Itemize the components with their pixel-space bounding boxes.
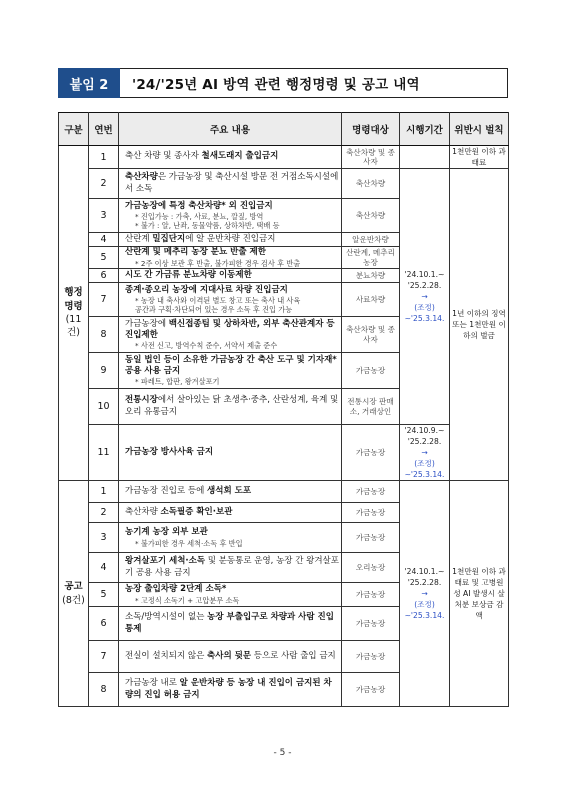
col-header-period: 시행기간 bbox=[400, 113, 450, 146]
period-line: ~'25.3.14. bbox=[404, 314, 445, 323]
period-cell-empty bbox=[400, 146, 450, 169]
row-number: 6 bbox=[89, 269, 119, 283]
item-text-pre: 축산차량 bbox=[125, 506, 161, 517]
row-number: 11 bbox=[89, 425, 119, 481]
period-line: → bbox=[421, 292, 428, 301]
attachment-badge: 붙임 2 bbox=[58, 68, 120, 98]
col-header-category: 구분 bbox=[59, 113, 89, 146]
order-target: 축산차량 bbox=[342, 169, 400, 199]
order-target: 가금농장 bbox=[342, 583, 400, 607]
group-count: (8건) bbox=[62, 594, 85, 606]
item-note: * 불가피한 경우 세척·소독 후 반입 bbox=[135, 538, 243, 548]
item-text-pre: 가금농장에 bbox=[125, 318, 169, 329]
table-row bbox=[59, 169, 509, 199]
row-number: 4 bbox=[89, 233, 119, 247]
item-text-pre: 전실이 설치되지 않은 bbox=[125, 650, 208, 661]
row-number: 10 bbox=[89, 389, 119, 425]
period-line: (조정) bbox=[414, 459, 435, 468]
item-content bbox=[119, 199, 342, 233]
row-number: 2 bbox=[89, 503, 119, 523]
item-text-bold: 알 운반차량 등 농장 내 진입이 금지된 차량의 진입 허용 금지 bbox=[125, 678, 332, 700]
order-target: 가금농장 bbox=[342, 523, 400, 553]
item-content bbox=[119, 673, 342, 707]
row-number: 1 bbox=[89, 481, 119, 503]
item-content bbox=[119, 583, 342, 607]
item-text-bold: 동일 법인 등이 소유한 가금농장 간 축산 도구 및 기자재* 공용 사용 금지 bbox=[125, 354, 337, 376]
item-text-bold: 산란계 및 메추리 농장 분뇨 반출 제한 bbox=[125, 247, 266, 258]
item-text-bold: 종계·종오리 농장에 지대사료 차량 진입금지 bbox=[125, 284, 288, 295]
item-content bbox=[119, 317, 342, 353]
item-text-bold: 축사의 뒷문 bbox=[207, 650, 252, 661]
penalty-cell: 1천만원 이하 과태료 bbox=[450, 146, 509, 169]
table-row bbox=[59, 425, 509, 481]
item-text-post: 등으로 사람 출입 금지 bbox=[251, 650, 336, 661]
item-content bbox=[119, 425, 342, 481]
item-text-pre: 가금농장 내로 bbox=[125, 678, 180, 689]
item-content bbox=[119, 353, 342, 389]
period-line: '25.2.28. bbox=[407, 281, 442, 290]
item-text-bold: 가금농장에 특정 축산차량* 외 진입금지 bbox=[125, 200, 273, 211]
item-text-bold: 소독필증 확인·보관 bbox=[160, 506, 233, 517]
row-number: 5 bbox=[89, 247, 119, 269]
item-text-bold: 백신접종팀 및 상하차반, 외부 축산관계자 등 진입제한 bbox=[125, 318, 335, 340]
period-cell bbox=[400, 425, 450, 481]
order-target: 산란계, 메추리 농장 bbox=[342, 247, 400, 269]
item-text-bold: 철새도래지 출입금지 bbox=[201, 151, 279, 162]
item-content bbox=[119, 553, 342, 583]
item-text-bold: 가금농장 방사사육 금지 bbox=[125, 446, 214, 457]
order-target: 가금농장 bbox=[342, 673, 400, 707]
item-content bbox=[119, 523, 342, 553]
item-content bbox=[119, 607, 342, 641]
item-text-pre: 축산 차량 및 종사자 bbox=[125, 151, 202, 162]
row-number: 2 bbox=[89, 169, 119, 199]
group-notices bbox=[59, 481, 89, 707]
row-number: 3 bbox=[89, 523, 119, 553]
penalty-cell: 1천만원 이하 과태료 및 고병원성 AI 발생시 살처분 보상금 감액 bbox=[450, 481, 509, 707]
page-title: '24/'25년 AI 방역 관련 행정명령 및 공고 내역 bbox=[120, 68, 508, 98]
period-line: ~'25.3.14. bbox=[404, 611, 445, 620]
group-admin-orders bbox=[59, 146, 89, 481]
order-target: 가금농장 bbox=[342, 481, 400, 503]
item-note: * 농장 내 축사와 이격된 별도 창고 또는 축사 내 사육 bbox=[135, 296, 301, 306]
item-note: * 파레트, 합판, 왕겨살포기 bbox=[135, 377, 220, 387]
item-text-bold: 축산차량 bbox=[125, 172, 158, 183]
item-text-pre: 산란계 bbox=[125, 233, 153, 244]
order-target: 가금농장 bbox=[342, 641, 400, 673]
item-content bbox=[119, 269, 342, 283]
item-content bbox=[119, 169, 342, 199]
item-note: * 사전 신고, 방역수칙 준수, 서약서 제출 준수 bbox=[135, 341, 278, 351]
period-line: ~'25.3.14. bbox=[404, 470, 445, 479]
order-target: 오리농장 bbox=[342, 553, 400, 583]
item-content bbox=[119, 146, 342, 169]
order-target: 가금농장 bbox=[342, 425, 400, 481]
item-text-post: 에서 살아있는 닭 초생추·중추, 산란성계, 육계 및 오리 유통금지 bbox=[125, 395, 339, 417]
table-row bbox=[59, 146, 509, 169]
table-header-row bbox=[59, 113, 509, 146]
item-note: * 고정식 소독기 + 고압분무 소독 bbox=[135, 595, 240, 605]
group-label: 행정 명령 bbox=[64, 287, 83, 312]
period-cell bbox=[400, 481, 450, 707]
order-target: 분뇨차량 bbox=[342, 269, 400, 283]
item-content bbox=[119, 233, 342, 247]
order-target: 가금농장 bbox=[342, 607, 400, 641]
item-content bbox=[119, 503, 342, 523]
item-text-bold: 농장 출입차량 2단계 소독* bbox=[125, 584, 227, 595]
item-note: * 불가 : 알, 난좌, 동물약품, 상하차반, 택배 등 bbox=[135, 221, 280, 231]
item-text-post: 은 가금농장 및 축산시설 방문 전 거점소독시설에서 소독 bbox=[125, 172, 339, 194]
section-header bbox=[58, 68, 508, 98]
item-content bbox=[119, 389, 342, 425]
row-number: 1 bbox=[89, 146, 119, 169]
page-number: - 5 - bbox=[273, 748, 292, 758]
item-content bbox=[119, 247, 342, 269]
order-target: 가금농장 bbox=[342, 503, 400, 523]
row-number: 4 bbox=[89, 553, 119, 583]
col-header-penalty: 위반시 벌칙 bbox=[450, 113, 509, 146]
row-number: 8 bbox=[89, 317, 119, 353]
row-number: 5 bbox=[89, 583, 119, 607]
orders-table bbox=[58, 112, 509, 707]
order-target: 알운반차량 bbox=[342, 233, 400, 247]
item-text-post: 및 분동통로 운영, 농장 간 왕겨살포기 공용 사용 금지 bbox=[125, 556, 339, 578]
period-cell bbox=[400, 169, 450, 425]
period-line: '25.2.28. bbox=[407, 437, 442, 446]
order-target: 전통시장 판매소, 거래상인 bbox=[342, 389, 400, 425]
row-number: 7 bbox=[89, 641, 119, 673]
period-line: (조정) bbox=[414, 600, 435, 609]
order-target: 사료차량 bbox=[342, 283, 400, 317]
col-header-number: 연번 bbox=[89, 113, 119, 146]
item-text-bold: 왕겨살포기 세척·소독 bbox=[125, 556, 206, 567]
period-line: '24.10.1.~ bbox=[404, 567, 445, 576]
row-number: 6 bbox=[89, 607, 119, 641]
item-text-bold: 농장 부출입구로 차량과 사람 진입통제 bbox=[125, 612, 334, 634]
item-text-pre: 가금농장 진입로 등에 bbox=[125, 485, 208, 496]
row-number: 8 bbox=[89, 673, 119, 707]
item-content bbox=[119, 641, 342, 673]
period-line: '24.10.9.~ bbox=[404, 426, 445, 435]
period-line: → bbox=[421, 448, 428, 457]
item-content bbox=[119, 283, 342, 317]
order-target: 축산차량 bbox=[342, 199, 400, 233]
item-text-bold: 전통시장 bbox=[125, 395, 158, 406]
row-number: 3 bbox=[89, 199, 119, 233]
penalty-cell: 1년 이하의 징역 또는 1천만원 이하의 벌금 bbox=[450, 169, 509, 481]
item-text-bold: 밀집단지 bbox=[152, 233, 186, 244]
item-text-post: 에 알 운반차량 진입금지 bbox=[185, 233, 276, 244]
group-count: (11건) bbox=[65, 314, 82, 339]
item-note: 공간과 구획·차단되어 있는 경우 소독 후 진입 가능 bbox=[135, 305, 293, 315]
period-line: '24.10.1.~ bbox=[404, 270, 445, 279]
item-content bbox=[119, 481, 342, 503]
row-number: 7 bbox=[89, 283, 119, 317]
item-text-pre: 소독/방역시설이 없는 bbox=[125, 612, 208, 623]
table-row bbox=[59, 481, 509, 503]
item-text-bold: 농기계 농장 외부 보관 bbox=[125, 527, 208, 538]
period-line: '25.2.28. bbox=[407, 578, 442, 587]
order-target: 축산차량 및 종사자 bbox=[342, 146, 400, 169]
col-header-target: 명령대상 bbox=[342, 113, 400, 146]
item-text-bold: 생석회 도포 bbox=[207, 485, 252, 496]
period-line: → bbox=[421, 589, 428, 598]
item-note: * 진입가능 : 가축, 사료, 분뇨, 깔짚, 방역 bbox=[135, 212, 264, 222]
order-target: 축산차량 및 종사자 bbox=[342, 317, 400, 353]
order-target: 가금농장 bbox=[342, 353, 400, 389]
item-note: * 2주 이상 보관 후 반출, 불가피한 경우 검사 후 반출 bbox=[135, 258, 301, 268]
col-header-content: 주요 내용 bbox=[119, 113, 342, 146]
row-number: 9 bbox=[89, 353, 119, 389]
item-text-bold: 시도 간 가금류 분뇨차량 이동제한 bbox=[125, 269, 252, 280]
period-line: (조정) bbox=[414, 303, 435, 312]
group-label: 공고 bbox=[64, 581, 83, 593]
